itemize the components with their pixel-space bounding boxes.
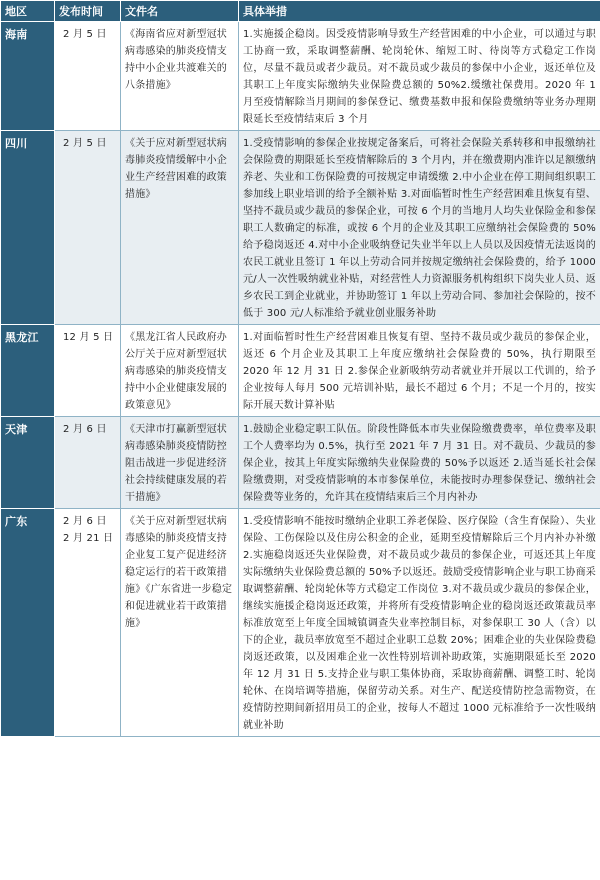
time-cell: 2 月 5 日 — [55, 22, 121, 131]
table-row — [1, 325, 600, 417]
header-measures: 具体举措 — [239, 1, 600, 22]
header-time: 发布时间 — [55, 1, 121, 22]
measures-cell: 1.对面临暂时性生产经营困难且恢复有望、坚持不裁员或少裁员的参保企业，返还 6 个月企业及其职工上年度应缴纳社会保险费的 50%，执行期限至 2020 年 12 月 31 日 2.参保企业新吸纳劳动者就业并开展以工代训的，给予企业按每人每月 500 元培训补贴，最长不超过 6 个月；不足一个月的，按实际开展天数计算补贴 — [239, 325, 600, 417]
header-row — [1, 1, 600, 22]
file-cell: 《海南省应对新型冠状病毒感染的肺炎疫情支持中小企业共渡难关的八条措施》 — [121, 22, 239, 131]
region-cell: 广东 — [1, 509, 55, 737]
measures-cell: 1.鼓励企业稳定职工队伍。阶段性降低本市失业保险缴费费率，单位费率及职工个人费率均为 0.5%，执行至 2021 年 7 月 31 日。对不裁员、少裁员的参保企业，按其上年度实际缴纳失业保险费的 50%予以返还 2.适当延长社会保险缴费期，对受疫情影响的本市参保单位，未能按时办理参保登记、缴纳社会保险费等业务的，允许其在疫情结束后三个月内补办 — [239, 417, 600, 509]
file-cell: 《天津市打赢新型冠状病毒感染肺炎疫情防控阻击战进一步促进经济社会持续健康发展的若干措施》 — [121, 417, 239, 509]
table-row — [1, 22, 600, 131]
measures-cell: 1.受疫情影响的参保企业按规定备案后，可将社会保险关系转移和申报缴纳社会保险费的期限延长至疫情解除后的 3 个月内，并在缴费期内准许以足额缴纳养老、失业和工伤保险费的可按规定申请缓缴 2.中小企业在停工期间组织职工参加线上职业培训的给予全额补贴 3.对面临暂时性生产经营困难且恢复有望、坚持不裁员或少裁员的参保企业，可按 6 个月的当地月人均失业保险金和参保职工人数确定的标准，或按 6 个月的企业及其职工应缴纳社会保险费的 50%给予稳岗返还 4.对中小企业吸纳登记失业半年以上人员以及因疫情无法返岗的农民工就业且签订 1 年以上劳动合同并按规定缴纳社会保险费的，给予 1000 元/人一次性吸纳就业补贴，对经营性人力资源服务机构组织下岗失业人员、返乡农民工到企业就业，并协助签订 1 年以上劳动合同、参加社会保险的，按不低于 300 元/人标准给予就业创业服务补助 — [239, 131, 600, 325]
file-cell: 《黑龙江省人民政府办公厅关于应对新型冠状病毒感染的肺炎疫情支持中小企业健康发展的政策意见》 — [121, 325, 239, 417]
region-cell: 四川 — [1, 131, 55, 325]
time-cell: 2 月 5 日 — [55, 131, 121, 325]
header-file: 文件名 — [121, 1, 239, 22]
table-row — [1, 417, 600, 509]
file-cell: 《关于应对新型冠状病毒肺炎疫情缓解中小企业生产经营困难的政策措施》 — [121, 131, 239, 325]
time-cell: 12 月 5 日 — [55, 325, 121, 417]
file-cell: 《关于应对新型冠状病毒感染的肺炎疫情支持企业复工复产促进经济稳定运行的若干政策措施》《广东省进一步稳定和促进就业若干政策措施》 — [121, 509, 239, 737]
measures-cell: 1.实施援企稳岗。因受疫情影响导致生产经营困难的中小企业，可以通过与职工协商一致，采取调整薪酬、轮岗轮休、缩短工时、待岗等方式稳定工作岗位，尽量不裁员或者少裁员。对不裁员或少裁员的参保中小企业，返还单位及其职工上年度实际缴纳失业保险费总额的 50%2.缓缴社保费用。2020 年 1 月至疫情解除当月期间的参保登记、缴费基数申报和保险费缴纳等业务办理期限延长至疫情结束后 3 个月 — [239, 22, 600, 131]
time-cell: 2 月 6 日 2 月 21 日 — [55, 509, 121, 737]
region-cell: 黑龙江 — [1, 325, 55, 417]
time-cell: 2 月 6 日 — [55, 417, 121, 509]
region-cell: 海南 — [1, 22, 55, 131]
measures-cell: 1.受疫情影响不能按时缴纳企业职工养老保险、医疗保险（含生育保险）、失业保险、工伤保险以及住房公积金的企业，延期至疫情解除后三个月内补办补缴 2.实施稳岗返还失业保险费，对不裁员或少裁员的参保企业，可返还其上年度实际缴纳失业保险费总额的 50%予以返还。鼓励受疫情影响企业与职工协商采取调整薪酬、轮岗轮休等方式稳定工作岗位 3.对不裁员或少裁员的参保企业，继续实施援企稳岗返还政策，并将所有受疫情影响企业的稳岗返还政策裁员率标准放宽至上年度全国城镇调查失业率控制目标，对参保职工 30 人（含）以下的企业，裁员率放宽至不超过企业职工总数 20%；困难企业的失业保险费稳岗返还政策，以及困难企业一次性特别培训补助政策，实施期限延长至 2020 年 12 月 31 日 5.支持企业与职工集体协商，采取协商薪酬、调整工时、轮岗轮休、在岗培调等措施，保留劳动关系。对生产、配送疫情防控急需物资，在疫情防控期间新招用员工的企业，按每人不超过 1000 元标准给予一次性吸纳就业补助 — [239, 509, 600, 737]
table-row — [1, 131, 600, 325]
header-region: 地区 — [1, 1, 55, 22]
region-cell: 天津 — [1, 417, 55, 509]
table-row — [1, 509, 600, 737]
